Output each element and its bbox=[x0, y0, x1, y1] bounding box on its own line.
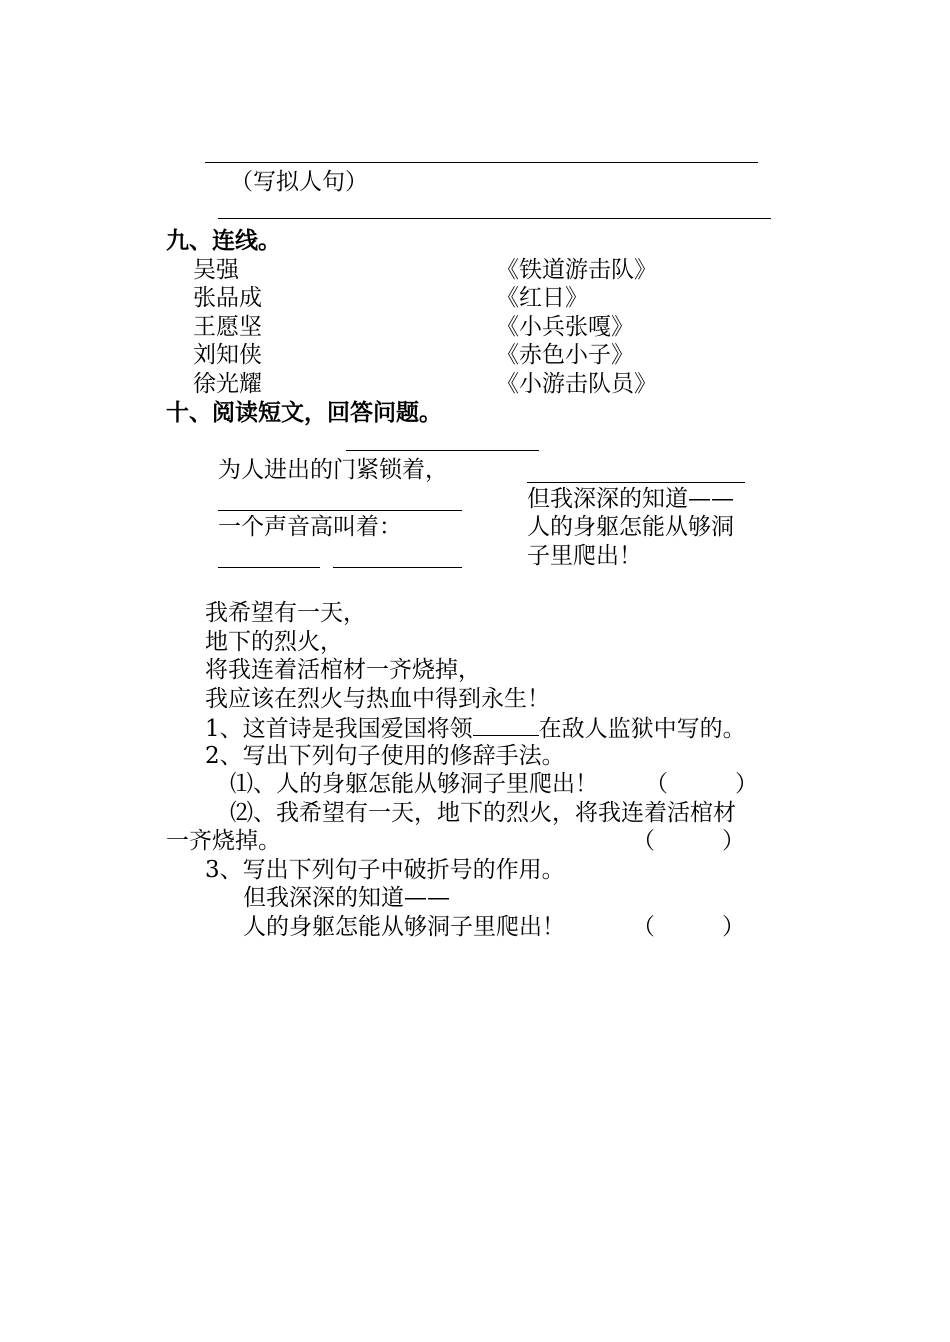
poem-line: 人的身躯怎能从够洞 bbox=[527, 514, 734, 540]
question-2: 2、写出下列句子使用的修辞手法。 bbox=[205, 743, 565, 769]
poem-blank[interactable] bbox=[218, 567, 320, 568]
answer-paren-close[interactable]: ） bbox=[722, 914, 745, 940]
question-3: 3、写出下列句子中破折号的作用。 bbox=[205, 857, 565, 883]
question-2-1: ⑴、人的身躯怎能从够洞子里爬出！ bbox=[230, 771, 598, 797]
poem-blank[interactable] bbox=[333, 567, 462, 568]
poem-blank[interactable] bbox=[218, 510, 462, 511]
section-10-heading: 十、阅读短文，回答问题。 bbox=[166, 400, 442, 426]
poem-line: 我应该在烈火与热血中得到永生！ bbox=[205, 686, 550, 712]
question-1-prefix: 1、这首诗是我国爱国将领 bbox=[205, 716, 473, 742]
general-name-blank[interactable] bbox=[473, 713, 539, 736]
answer-line-2[interactable] bbox=[218, 218, 771, 219]
book-title[interactable]: 《铁道游击队》 bbox=[496, 257, 657, 283]
poem-line: 但我深深的知道—— bbox=[527, 486, 734, 512]
book-title[interactable]: 《赤色小子》 bbox=[496, 342, 634, 368]
book-title[interactable]: 《红日》 bbox=[496, 285, 588, 311]
book-title[interactable]: 《小游击队员》 bbox=[496, 371, 657, 397]
author-name[interactable]: 刘知侠 bbox=[193, 342, 262, 368]
answer-paren-close[interactable]: ） bbox=[722, 828, 745, 854]
author-name[interactable]: 张品成 bbox=[193, 285, 262, 311]
poem-blank[interactable] bbox=[527, 482, 745, 483]
author-name[interactable]: 王愿坚 bbox=[193, 314, 262, 340]
question-2-2: ⑵、我希望有一天，地下的烈火，将我连着活棺材 bbox=[230, 800, 736, 826]
poem-line: 子里爬出！ bbox=[527, 543, 642, 569]
author-name[interactable]: 吴强 bbox=[193, 257, 239, 283]
answer-paren-open[interactable]: （ bbox=[632, 914, 655, 940]
answer-paren-close[interactable]: ） bbox=[735, 771, 758, 797]
poem-line: 我希望有一天， bbox=[205, 600, 366, 626]
poem-line: 将我连着活棺材一齐烧掉， bbox=[205, 657, 481, 683]
question-3-line: 但我深深的知道—— bbox=[243, 885, 450, 911]
poem-title-blank[interactable] bbox=[346, 450, 539, 451]
answer-paren-open[interactable]: （ bbox=[645, 771, 668, 797]
poem-line: 一个声音高叫着： bbox=[218, 514, 402, 540]
poem-line: 为人进出的门紧锁着， bbox=[218, 457, 448, 483]
answer-paren-open[interactable]: （ bbox=[632, 828, 655, 854]
answer-line-1[interactable] bbox=[205, 162, 758, 163]
author-name[interactable]: 徐光耀 bbox=[193, 371, 262, 397]
poem-line: 地下的烈火， bbox=[205, 629, 343, 655]
personification-hint: （写拟人句） bbox=[230, 169, 368, 195]
book-title[interactable]: 《小兵张嘎》 bbox=[496, 314, 634, 340]
question-1 bbox=[205, 713, 746, 743]
section-9-heading: 九、连线。 bbox=[166, 228, 281, 254]
question-3-line: 人的身躯怎能从够洞子里爬出！ bbox=[243, 914, 565, 940]
question-2-2-cont: 一齐烧掉。 bbox=[166, 828, 281, 854]
question-1-suffix: 在敌人监狱中写的。 bbox=[538, 716, 746, 742]
